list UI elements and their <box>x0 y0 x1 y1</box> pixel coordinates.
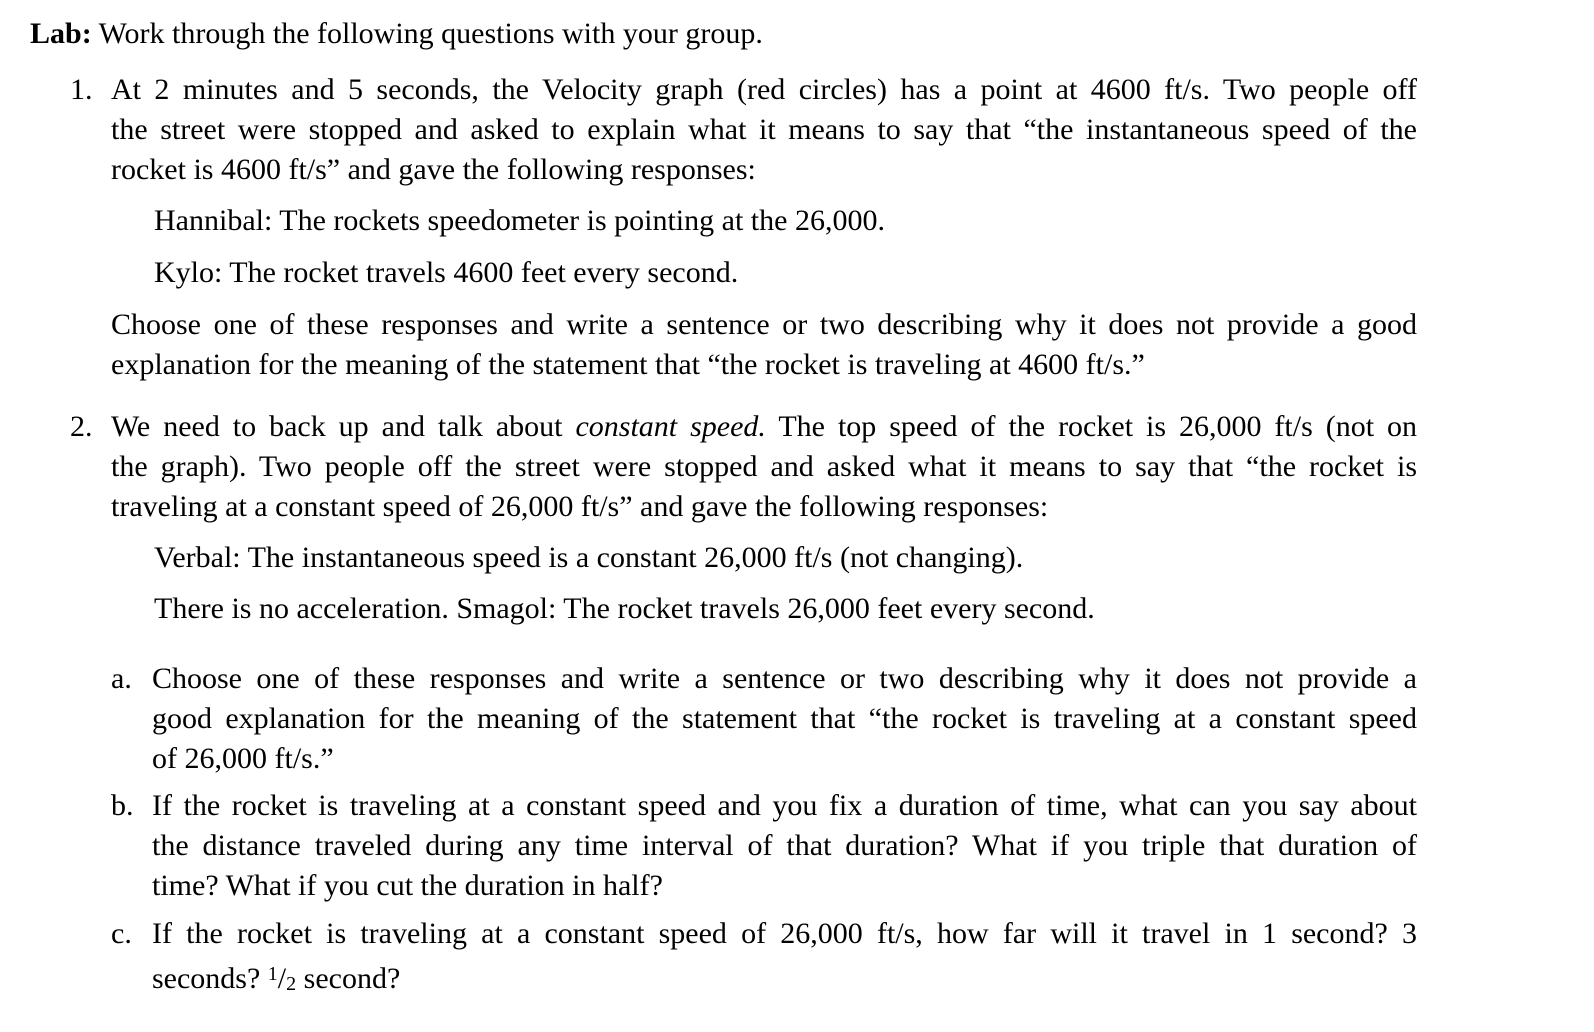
lab-label: Lab: <box>30 17 92 50</box>
part-a-letter: a. <box>111 662 132 695</box>
fraction-numerator: 1 <box>267 963 278 985</box>
question-2-text-line: the graph). Two people off the street were stopped and asked what it means to say that “the rocket is <box>111 450 1417 483</box>
question-2-text-post: The top speed of the rocket is 26,000 ft/s (not on <box>765 410 1418 443</box>
fraction-slash: / <box>277 962 287 995</box>
question-1-prompt-line: Choose one of these responses and write a sentence or two describing why it does not provide a good <box>111 308 1417 341</box>
question-2-number: 2. <box>70 410 93 443</box>
one-half-fraction <box>268 962 296 995</box>
question-1-text-line: the street were stopped and asked to explain what it means to say that “the instantaneous speed of the <box>111 113 1417 146</box>
part-c-text-line <box>152 954 400 1004</box>
question-1-text-line: rocket is 4600 ft/s” and gave the following responses: <box>111 153 756 186</box>
part-c-letter: c. <box>111 917 132 950</box>
question-1-number: 1. <box>70 73 93 106</box>
lab-intro <box>30 14 763 54</box>
response-verbal: Verbal: The instantaneous speed is a constant 26,000 ft/s (not changing). <box>154 541 1024 574</box>
part-b-text-line: time? What if you cut the duration in half? <box>152 869 663 902</box>
question-1-prompt-line: explanation for the meaning of the statement that “the rocket is traveling at 4600 ft/s.” <box>111 348 1145 381</box>
question-2-text-line <box>111 407 1417 447</box>
part-c-text-line: If the rocket is traveling at a constant speed of 26,000 ft/s, how far will it travel in 1 second? 3 <box>152 917 1417 950</box>
lab-intro-text: Work through the following questions with your group. <box>91 17 763 50</box>
response-kylo: Kylo: The rocket travels 4600 feet every second. <box>154 256 739 289</box>
constant-speed-term: constant speed. <box>575 410 766 443</box>
question-2-text-line: traveling at a constant speed of 26,000 ft/s” and gave the following responses: <box>111 490 1049 523</box>
part-b-letter: b. <box>111 789 134 822</box>
part-c-text-pre: seconds? <box>152 962 268 995</box>
question-2-text-pre: We need to back up and talk about <box>111 410 576 443</box>
part-a-text-line: Choose one of these responses and write a sentence or two describing why it does not provide a <box>152 662 1417 695</box>
response-hannibal: Hannibal: The rockets speedometer is pointing at the 26,000. <box>154 204 885 237</box>
part-a-text-line: good explanation for the meaning of the statement that “the rocket is traveling at a constant speed <box>152 702 1417 735</box>
fraction-denominator: 2 <box>286 973 297 995</box>
part-a-text-line: of 26,000 ft/s.” <box>152 742 334 775</box>
response-smagol: There is no acceleration. Smagol: The rocket travels 26,000 feet every second. <box>154 592 1095 625</box>
part-c-text-post: second? <box>296 962 401 995</box>
part-b-text-line: the distance traveled during any time interval of that duration? What if you triple that duration of <box>152 829 1417 862</box>
question-1-text-line: At 2 minutes and 5 seconds, the Velocity graph (red circles) has a point at 4600 ft/s. Two people off <box>111 73 1417 106</box>
part-b-text-line: If the rocket is traveling at a constant speed and you fix a duration of time, what can you say about <box>152 789 1417 822</box>
